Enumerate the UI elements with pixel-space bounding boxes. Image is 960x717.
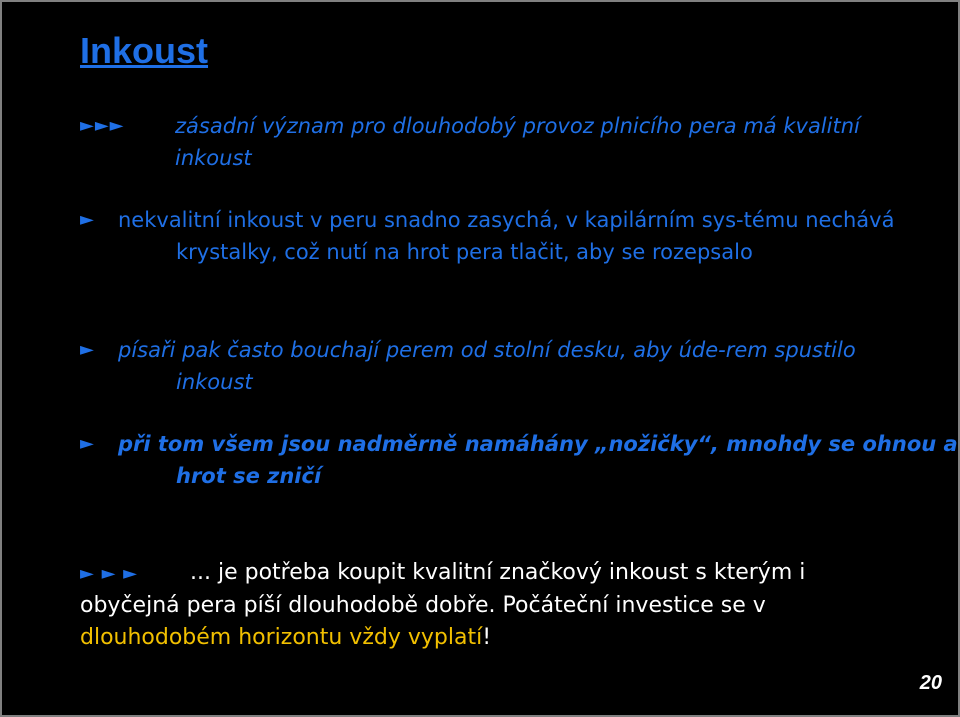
slide-title: Inkoust bbox=[80, 30, 209, 71]
arrow-icon: ► bbox=[80, 339, 95, 360]
conclusion-end: ! bbox=[482, 625, 492, 650]
bullet-2 bbox=[80, 204, 934, 268]
conclusion-paragraph bbox=[80, 557, 900, 654]
conclusion-highlight: dlouhodobém horizontu vždy vyplatí bbox=[80, 625, 483, 650]
bullet-4-text: při tom všem jsou nadměrně namáhány „nožičky“, mnohdy se ohnou a hrot se zničí bbox=[118, 432, 958, 488]
bullet-2-text: nekvalitní inkoust v peru snadno zasychá, v kapilárním sys-tému nechává krystalky, což nutí na hrot pera tlačit, aby se rozepsalo bbox=[118, 208, 895, 264]
triple-arrow-icon: ► ► ► bbox=[80, 563, 138, 584]
bullet-1 bbox=[80, 110, 895, 174]
bullet-3-text: písaři pak často bouchají perem od stolní desku, aby úde-rem spustilo inkoust bbox=[118, 338, 856, 394]
bullet-3 bbox=[80, 334, 896, 398]
bullet-1-text: zásadní význam pro dlouhodobý provoz plnicího pera má kvalitní inkoust bbox=[175, 114, 860, 170]
bullet-4 bbox=[80, 428, 960, 492]
page-number: 20 bbox=[919, 672, 942, 694]
triple-arrow-icon: ►►► bbox=[80, 115, 125, 136]
arrow-icon: ► bbox=[80, 433, 95, 454]
arrow-icon: ► bbox=[80, 209, 95, 230]
conclusion-text: ... je potřeba koupit kvalitní značkový inkoust s kterým i obyčejná pera píší dlouhodobě dobře. Počáteční investice se v bbox=[80, 560, 806, 618]
